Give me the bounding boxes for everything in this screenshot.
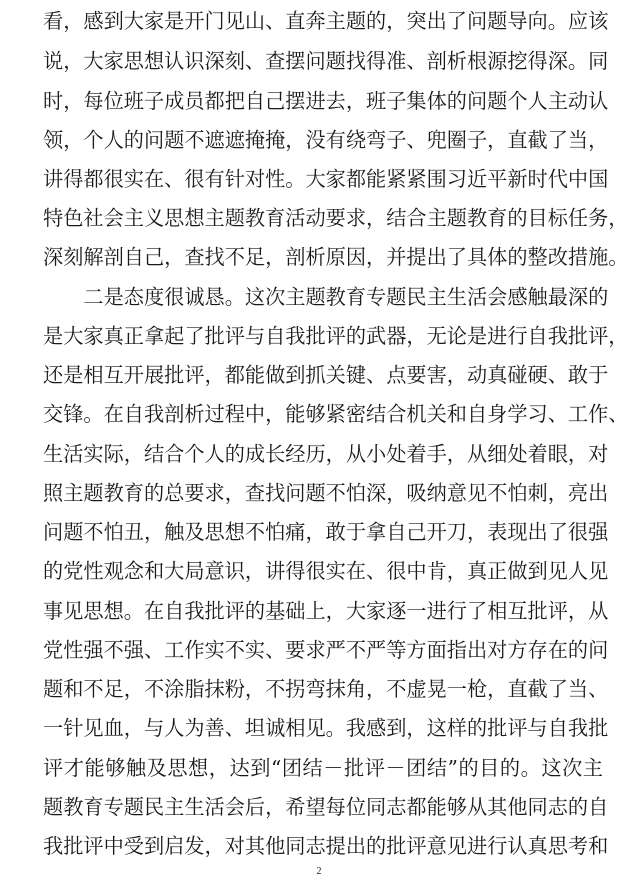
text-line: 事见思想。在自我批评的基础上，大家逐一进行了相互批评，从 bbox=[43, 599, 609, 623]
text-line: 照主题教育的总要求，查找问题不怕深，吸纳意见不怕刺，亮出 bbox=[43, 481, 609, 505]
text-line: 题和不足，不涂脂抹粉，不拐弯抹角，不虚晃一枪，直截了当、 bbox=[43, 677, 609, 701]
text-line: 生活实际，结合个人的成长经历，从小处着手，从细处着眼，对 bbox=[43, 442, 609, 466]
text-line: 交锋。在自我剖析过程中，能够紧密结合机关和自身学习、工作、 bbox=[43, 402, 629, 426]
text-line: 说，大家思想认识深刻、查摆问题找得准、剖析根源挖得深。同 bbox=[43, 49, 609, 73]
text-line: 题教育专题民主生活会后，希望每位同志都能够从其他同志的自 bbox=[43, 795, 609, 819]
text-line: 评才能够触及思想，达到“团结－批评－团结”的目的。这次主 bbox=[43, 756, 603, 780]
text-line: 讲得都很实在、很有针对性。大家都能紧紧围习近平新时代中国 bbox=[43, 167, 609, 191]
text-line: 的党性观念和大局意识，讲得很实在、很中肯，真正做到见人见 bbox=[43, 559, 609, 583]
text-line: 特色社会主义思想主题教育活动要求，结合主题教育的目标任务， bbox=[43, 206, 629, 230]
text-line: 时，每位班子成员都把自己摆进去，班子集体的问题个人主动认 bbox=[43, 89, 609, 113]
text-line: 问题不怕丑，触及思想不怕痛，敢于拿自己开刀，表现出了很强 bbox=[43, 520, 609, 544]
paragraph-first-line: 二是态度很诚恳。这次主题教育专题民主生活会感触最深的 bbox=[43, 285, 609, 309]
text-line: 还是相互开展批评，都能做到抓关键、点要害，动真碰硬、敢于 bbox=[43, 363, 609, 387]
text-line: 看，感到大家是开门见山、直奔主题的，突出了问题导向。应该 bbox=[43, 9, 609, 33]
text-line: 党性强不强、工作实不实、要求严不严等方面指出对方存在的问 bbox=[43, 638, 609, 662]
page-number: 2 bbox=[316, 866, 322, 877]
text-line: 一针见血，与人为善、坦诚相见。我感到，这样的批评与自我批 bbox=[43, 716, 609, 740]
text-line: 深刻解剖自己，查找不足，剖析原因，并提出了具体的整改措施。 bbox=[43, 245, 629, 269]
text-line: 领，个人的问题不遮遮掩掩，没有绕弯子、兜圈子，直截了当， bbox=[43, 128, 609, 152]
text-line: 我批评中受到启发，对其他同志提出的批评意见进行认真思考和 bbox=[43, 834, 609, 858]
text-line: 是大家真正拿起了批评与自我批评的武器，无论是进行自我批评， bbox=[43, 324, 629, 348]
